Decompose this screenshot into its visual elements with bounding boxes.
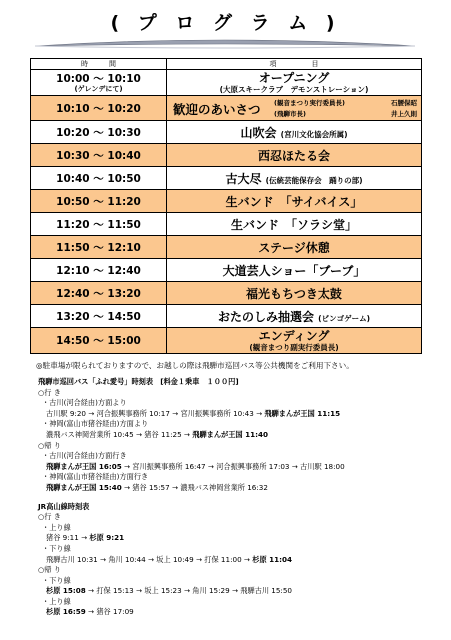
jr-line-label: ・下り線 — [42, 575, 71, 585]
table-row — [31, 190, 422, 213]
table-row — [31, 213, 422, 236]
table-row — [31, 282, 422, 305]
bus-timetable-title: 飛騨市巡回バス「ふれ愛号」時刻表 [料金１乗車 １００円] — [38, 377, 239, 386]
time-cell: 11:50 ～ 12:10 — [31, 236, 167, 259]
time-note: (ゲレンデにて) — [74, 84, 123, 93]
bus-route-label: ・古川(河合経由)方面より — [42, 398, 127, 408]
time-cell: 14:50 ～ 15:00 — [31, 328, 167, 354]
event-title: 古大尽 — [225, 171, 262, 186]
jr-outbound-label: ○行 き — [38, 512, 61, 522]
event-title: 生バンド 「サイバイス」 — [167, 190, 422, 213]
parking-notice: ◎駐車場が限られておりますので、お越しの際は飛騨市巡回バス等公共機関をご利用下さい。 — [36, 361, 354, 370]
table-row — [31, 328, 422, 354]
jr-schedule-line: 杉原 15:08 → 打保 15:13 → 坂上 15:23 → 角川 15:29 → 飛騨古川 15:50 — [46, 586, 293, 596]
bus-schedule-line: 飛騨まんが王国 16:05 → 宮川振興事務所 16:47 → 河合振興事務所 17:03 → 古川駅 18:00 — [46, 461, 345, 471]
time-cell: 10:20 ～ 10:30 — [31, 121, 167, 144]
event-title: 山吹会 — [240, 125, 277, 140]
jr-schedule-line: 飛騨古川 10:31 → 角川 10:44 → 坂上 10:49 → 打保 11:00 → 杉原 11:04 — [46, 554, 293, 564]
table-row — [31, 144, 422, 167]
time-cell: 10:10 ～ 10:20 — [31, 96, 167, 121]
event-title: おたのしみ抽選会 — [217, 309, 314, 324]
bus-route-label: ・神岡(富山市猪谷経由)方面より — [42, 419, 149, 429]
time-cell: 10:30 ～ 10:40 — [31, 144, 167, 167]
event-subtitle: (大原スキークラブ デモンストレーション) — [219, 84, 369, 94]
time-cell: 13:20 ～ 14:50 — [31, 305, 167, 328]
event-title: オープニング — [258, 70, 330, 85]
event-title: 福光もちつき太鼓 — [167, 282, 422, 305]
jr-timetable-title: JR高山線時刻表 — [38, 501, 90, 511]
event-title: 大道芸人ショー「ブーブ」 — [167, 259, 422, 282]
time-cell: 10:40 ～ 10:50 — [31, 167, 167, 190]
jr-line-label: ・下り線 — [42, 543, 71, 553]
time-cell: 10:00 ～ 10:10 — [56, 72, 141, 85]
col-time-header: 時 間 — [31, 59, 167, 70]
event-title: 歓迎のあいさつ — [173, 102, 261, 117]
table-row — [31, 259, 422, 282]
event-title: 生バンド 「ソラシ堂」 — [167, 213, 422, 236]
table-row — [31, 305, 422, 328]
table-row — [31, 70, 422, 96]
jr-return-label: ○帰 り — [38, 565, 61, 575]
event-title: ステージ休憩 — [167, 236, 422, 259]
event-subtitle: (観音まつり副実行委員長) — [249, 342, 339, 352]
time-cell: 12:40 ～ 13:20 — [31, 282, 167, 305]
bus-schedule-line: 飛騨まんが王国 15:40 → 猪谷 15:57 → 濃飛バス神岡営業所 16:32 — [46, 482, 268, 492]
program-table — [30, 58, 422, 354]
bus-return-label: ○帰 り — [38, 440, 61, 450]
table-row — [31, 236, 422, 259]
speaker-name: 井上久則 — [391, 110, 417, 118]
table-row — [31, 121, 422, 144]
col-item-header: 項 目 — [167, 59, 422, 70]
speaker-name: 石腰保昭 — [391, 99, 417, 107]
time-cell: 12:10 ～ 12:40 — [31, 259, 167, 282]
decorative-swoosh — [30, 36, 420, 54]
bus-outbound-label: ○行 き — [38, 387, 61, 397]
page-title: ( プ ロ グ ラ ム ) — [110, 12, 341, 34]
table-row — [31, 167, 422, 190]
speaker-role: (飛騨市長) — [274, 110, 306, 118]
event-note: (伝統芸能保存会 踊りの部) — [265, 175, 363, 185]
jr-line-label: ・上り線 — [42, 596, 71, 606]
jr-schedule-line: 猪谷 9:11 → 杉原 9:21 — [46, 533, 125, 543]
timetable-section — [38, 377, 438, 618]
bus-route-label: ・古川(河合経由)方面行き — [42, 451, 127, 461]
time-cell: 11:20 ～ 11:50 — [31, 213, 167, 236]
event-note: (宮川文化協会所属) — [280, 129, 348, 139]
jr-line-label: ・上り線 — [42, 522, 71, 532]
event-note: (ビンゴゲーム) — [318, 313, 371, 323]
table-row — [31, 96, 422, 121]
speaker-role: (観音まつり実行委員長) — [274, 99, 345, 107]
bus-route-label: ・神岡(富山市猪谷経由)方面行き — [42, 472, 149, 482]
bus-schedule-line: 古川駅 9:20 → 河合振興事務所 10:17 → 宮川振興事務所 10:43 → 飛騨まんが王国 11:15 — [46, 408, 341, 418]
jr-schedule-line: 杉原 16:59 → 猪谷 17:09 — [46, 607, 134, 617]
event-title: エンディング — [258, 328, 330, 343]
time-cell: 10:50 ～ 11:20 — [31, 190, 167, 213]
event-title: 西忍ほたる会 — [167, 144, 422, 167]
bus-schedule-line: 濃飛バス神岡営業所 10:45 → 猪谷 11:25 → 飛騨まんが王国 11:40 — [46, 429, 268, 439]
